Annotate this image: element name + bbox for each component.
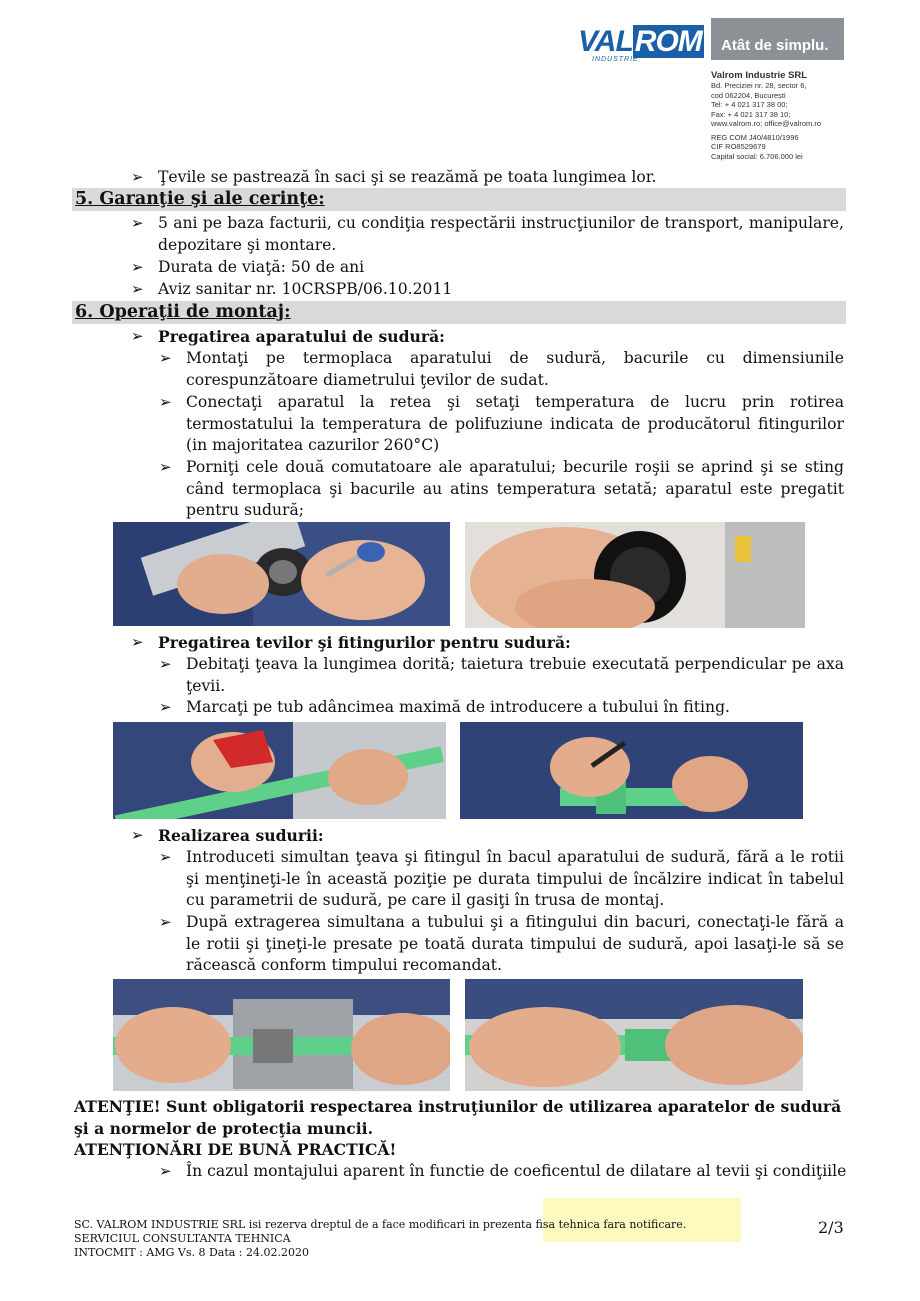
group-3-heading: Realizarea sudurii:	[158, 826, 324, 845]
group-3-item: După extragerea simultana a tubului şi a fitingului din bacuri, conectaţi-le fără a le rotii şi ţineţi-le presate pe toată durata timpului de sudură, apoi lasaţi-le să se răcească conform timpului recomandat.	[186, 913, 844, 974]
arrow-bullet-icon: ➢	[159, 393, 172, 411]
photo-pipe-joining	[465, 979, 803, 1091]
footer-department: SERVICIUL CONSULTANTA TEHNICA	[74, 1232, 291, 1245]
group-2-item: Debitaţi ţeava la lungimea dorită; taietura trebuie executată perpendicular pe axa ţevii.	[186, 655, 844, 695]
arrow-bullet-icon: ➢	[131, 327, 144, 345]
practice-heading: ATENŢIONĂRI DE BUNĂ PRACTICĂ!	[74, 1140, 397, 1159]
practice-item: În cazul montajului aparent în functie de coeficentul de dilatare al tevii şi condiţiile	[186, 1162, 847, 1180]
address-line: cod 062204, București	[711, 90, 786, 100]
photo-pipe-marking	[460, 722, 803, 819]
page-number: 2/3	[818, 1218, 844, 1237]
photo-pipe-cutting	[113, 722, 446, 819]
group-3-item: Introduceti simultan ţeava şi fitingul în bacul aparatului de sudură, fără a le rotii şi menţineţi-le în această poziţie pe durata timpului de încălzire indicat în tabelul cu parametrii de sudură, pe care il gasiţi în trusa de montaj.	[186, 848, 844, 909]
section-6-bar	[72, 301, 846, 324]
section-5-bar	[72, 188, 846, 211]
arrow-bullet-icon: ➢	[131, 280, 144, 298]
photo-mounting-jaws	[113, 522, 450, 626]
company-info	[711, 70, 891, 161]
arrow-bullet-icon: ➢	[131, 168, 144, 186]
arrow-bullet-icon: ➢	[159, 848, 172, 866]
arrow-bullet-icon: ➢	[159, 349, 172, 367]
arrow-bullet-icon: ➢	[131, 214, 144, 232]
address-line: www.valrom.ro; office@valrom.ro	[711, 119, 822, 128]
address-line: Bd. Preciziei nr. 28, sector 6,	[711, 81, 807, 90]
group-1-item: Porniţi cele două comutatoare ale aparatului; becurile roşii se aprind şi se sting când termoplaca şi bacurile au atins temperatura setată; aparatul este pregatit pentru sudură;	[186, 458, 844, 519]
section-6-title: 6. Operaţii de montaj:	[75, 302, 291, 322]
arrow-bullet-icon: ➢	[159, 458, 172, 476]
group-2-heading: Pregatirea tevilor şi fitingurilor pentru sudură:	[158, 633, 571, 652]
section-5-item: Aviz sanitar nr. 10CRSPB/06.10.2011	[158, 280, 453, 298]
reg-line: CIF RO8529679	[711, 142, 766, 151]
photo-thermostat	[465, 522, 805, 628]
address-line: Fax: + 4 021 317 38 10;	[711, 109, 791, 119]
arrow-bullet-icon: ➢	[159, 913, 172, 931]
footer-disclaimer: SC. VALROM INDUSTRIE SRL isi rezerva dreptul de a face modificari in prezenta fisa tehnica fara notificare.	[74, 1218, 687, 1231]
reg-line: REG COM J40/4810/1996	[711, 132, 799, 142]
arrow-bullet-icon: ➢	[159, 655, 172, 673]
group-1-item: Montaţi pe termoplaca aparatului de sudură, bacurile cu dimensiunile corespunzătoare diametrului ţevilor de sudat.	[186, 349, 844, 389]
arrow-bullet-icon: ➢	[131, 258, 144, 276]
address-line: Tel: + 4 021 317 38 00;	[711, 100, 788, 109]
arrow-bullet-icon: ➢	[131, 633, 144, 651]
reg-line: Capital social: 6.706.000 lei	[711, 151, 803, 161]
valrom-logo: VALROM INDUSTRIE	[578, 25, 702, 63]
section-5-title: 5. Garanţie şi ale cerinţe:	[75, 189, 325, 209]
company-name: Valrom Industrie SRL	[711, 70, 808, 81]
intro-bullet: Ţevile se pastrează în saci şi se reazămă pe toata lungimea lor.	[158, 168, 657, 186]
group-1-heading: Pregatirea aparatului de sudură:	[158, 327, 445, 346]
footer-author-date: INTOCMIT : AMG Vs. 8 Data : 24.02.2020	[74, 1246, 309, 1259]
arrow-bullet-icon: ➢	[159, 1162, 172, 1180]
group-2-item: Marcaţi pe tub adâncimea maximă de introducere a tubului în fiting.	[186, 698, 731, 716]
section-5-item: Durata de viaţă: 50 de ani	[158, 258, 365, 276]
warning-text: ATENŢIE! Sunt obligatorii respectarea instruţiunilor de utilizarea aparatelor de sudură şi a normelor de protecţia muncii.	[74, 1097, 842, 1138]
photo-heating-socket	[113, 979, 450, 1091]
slogan-box	[711, 18, 844, 60]
arrow-bullet-icon: ➢	[159, 698, 172, 716]
arrow-bullet-icon: ➢	[131, 826, 144, 844]
slogan: Atât de simplu.	[721, 37, 829, 54]
section-5-item: 5 ani pe baza facturii, cu condiţia respectării instrucţiunilor de transport, manipulare, depozitare şi montare.	[158, 214, 844, 254]
group-1-item: Conectaţi aparatul la retea şi setaţi temperatura de lucru prin rotirea termostatului la temperatura de polifuziune indicata de producătorul fitingurilor (in majoritatea cazurilor 260°C)	[186, 393, 844, 454]
